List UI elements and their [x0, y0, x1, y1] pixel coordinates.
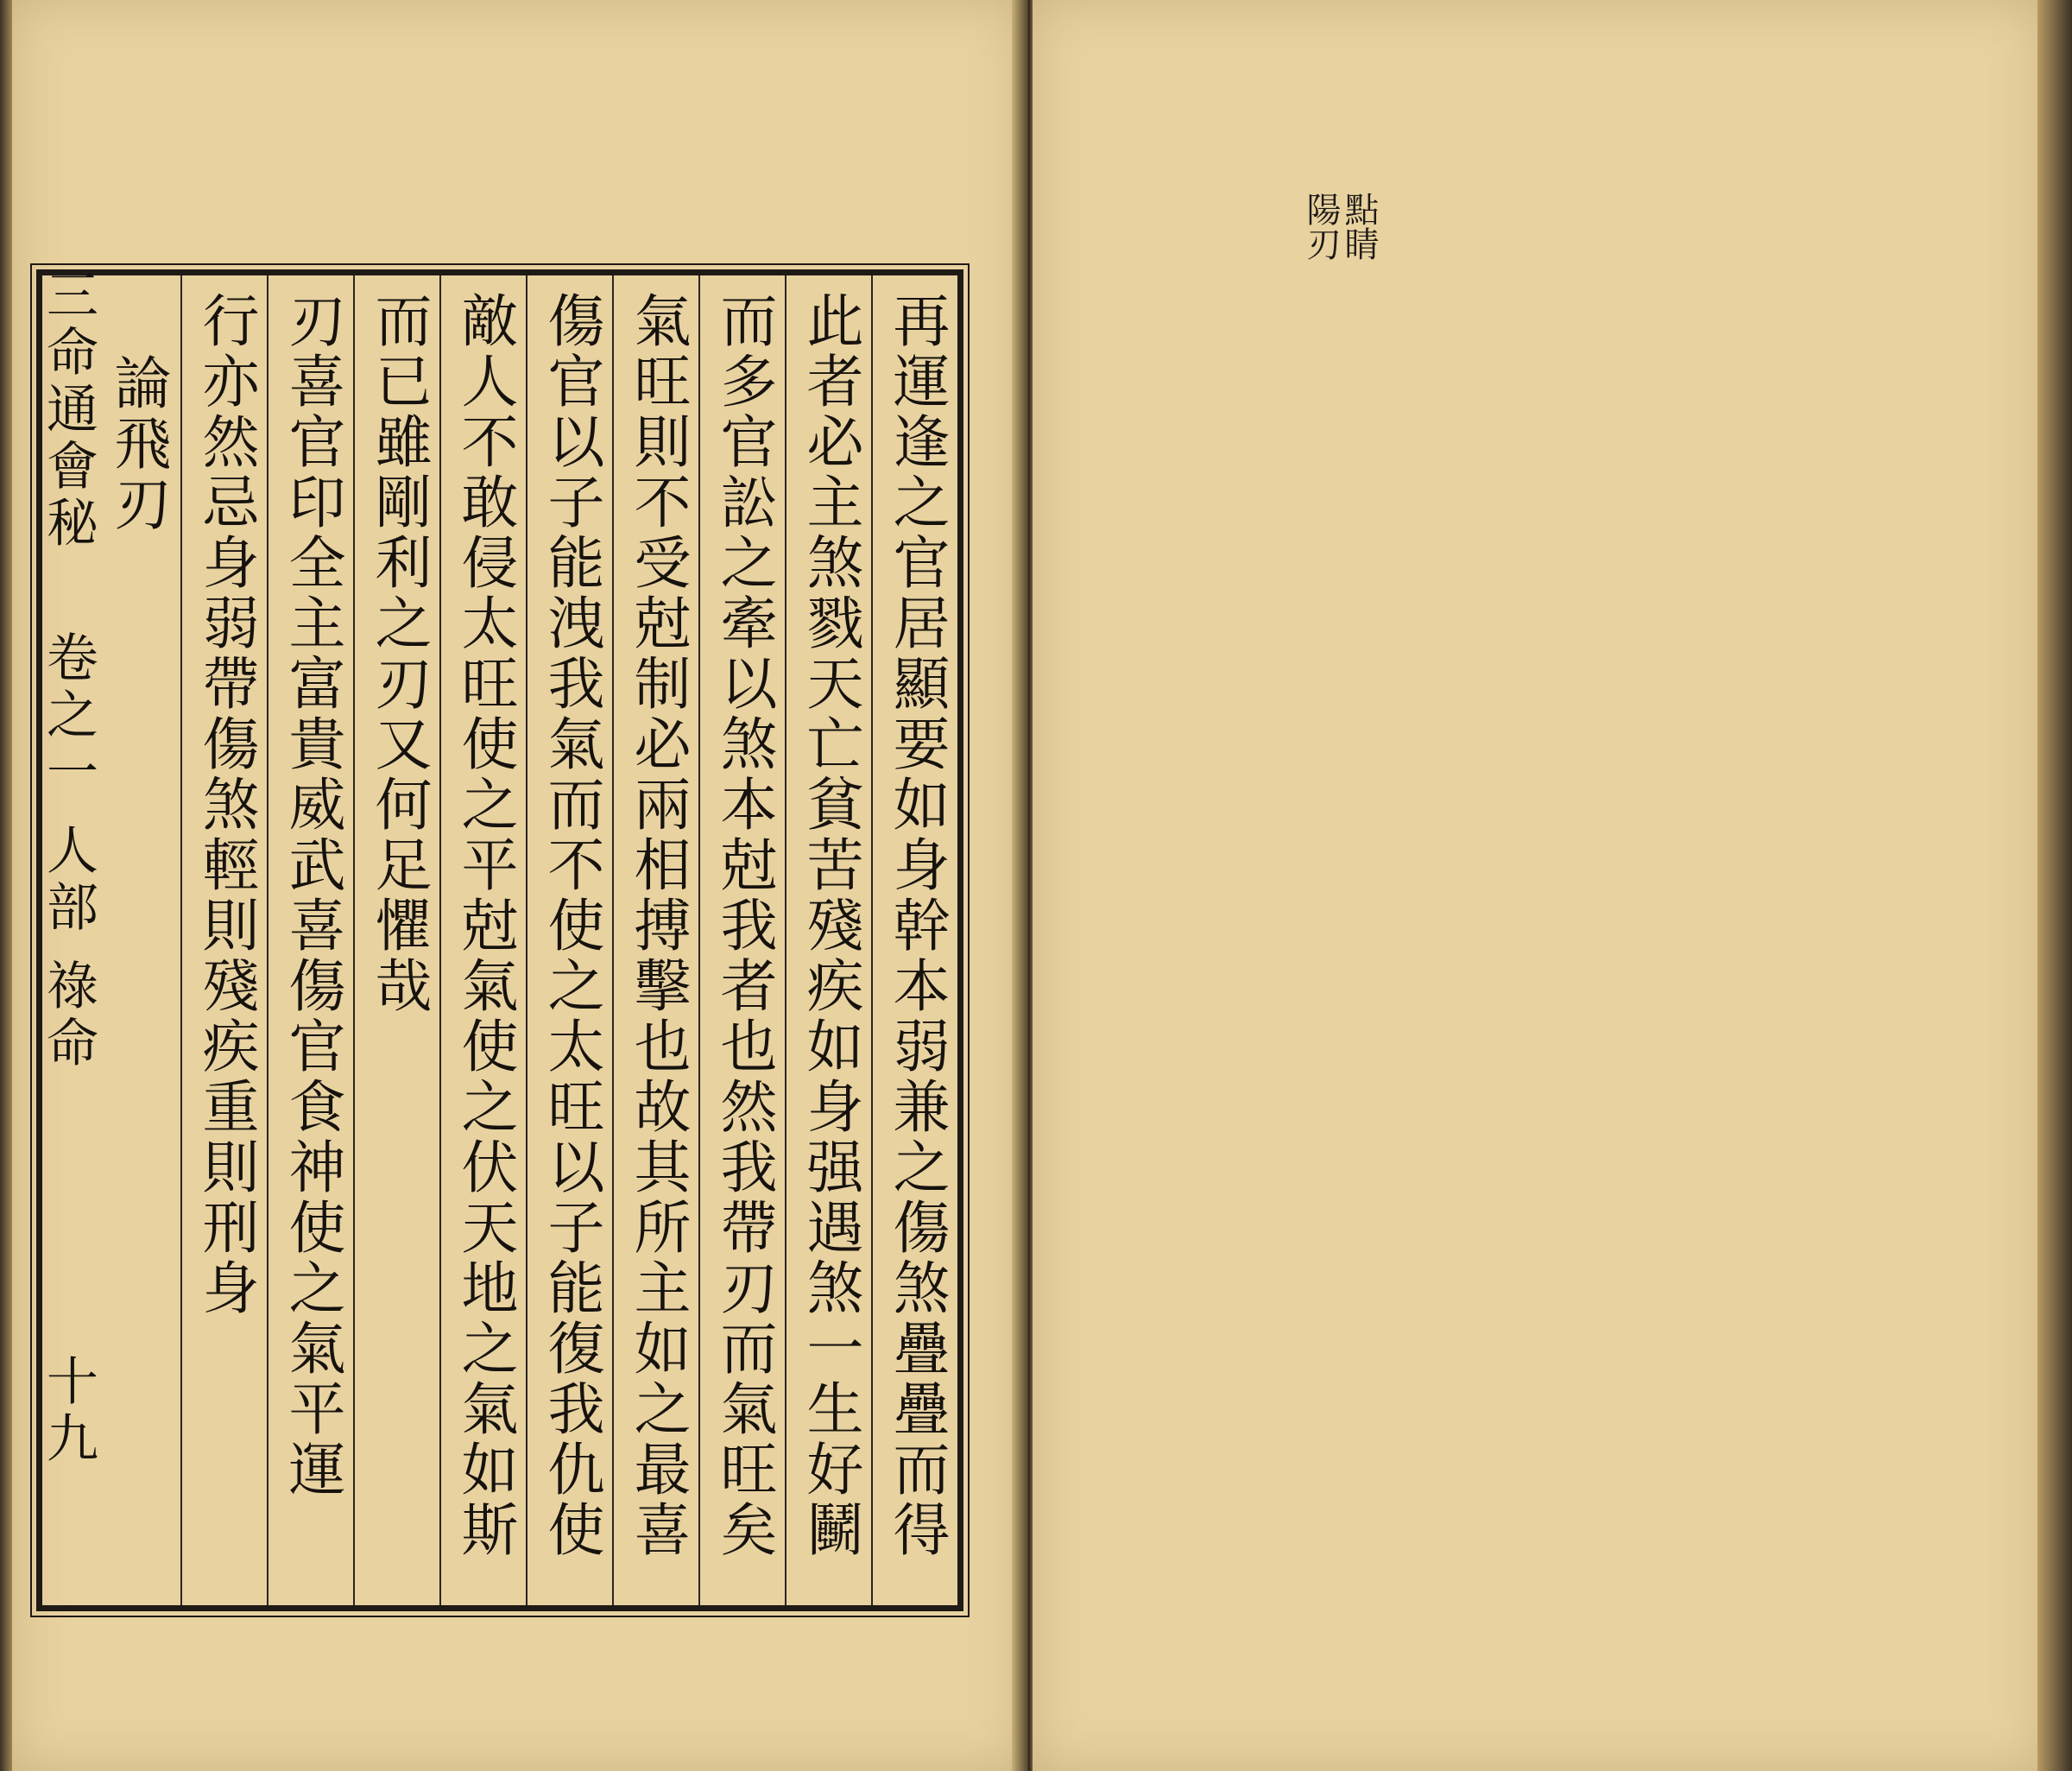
text-column — [698, 275, 785, 1605]
text-column — [612, 275, 698, 1605]
column-text: 行亦然忌身弱帶傷煞輕則殘疾重則刑身 — [193, 291, 259, 1319]
text-column — [871, 275, 957, 1605]
book-edge-right — [2037, 0, 2072, 1771]
text-column — [526, 275, 612, 1605]
left-margin-strip — [31, 268, 98, 1468]
text-column — [439, 275, 526, 1605]
left-page — [12, 0, 1022, 1771]
column-text: 刃喜官印全主富貴威武喜傷官食神使之氣平運 — [279, 291, 345, 1500]
column-text: 而多官訟之牽以煞本尅我者也然我帶刃而氣旺矣 — [711, 291, 777, 1560]
column-text: 此者必主煞戮天亡貧苦殘疾如身强遇煞一生好鬭 — [797, 291, 863, 1560]
column-text: 氣旺則不受尅制必兩相搏擊也故其所主如之最喜 — [624, 291, 691, 1560]
margin-volume-label: 卷之一 人部 祿命 — [38, 630, 98, 1073]
section-heading: 論飛刃 — [104, 353, 171, 534]
text-column — [785, 275, 871, 1605]
margin-book-title: 三命通會秘 — [38, 268, 98, 553]
left-columns — [42, 275, 957, 1605]
annotation-line: 點睛 — [1339, 192, 1379, 261]
column-text: 而已雖剛利之刃又何足懼哉 — [365, 291, 432, 1016]
annotation-line: 陽刃 — [1301, 192, 1341, 261]
text-column — [267, 275, 353, 1605]
text-column — [353, 275, 439, 1605]
left-text-frame — [36, 269, 963, 1611]
column-text: 敵人不敢侵太旺使之平尅氣使之伏天地之氣如斯 — [452, 291, 518, 1560]
marginal-annotation — [1302, 192, 1378, 261]
text-column — [94, 275, 180, 1605]
text-column — [180, 275, 267, 1605]
page-number: 十九 — [38, 1354, 98, 1468]
column-text: 再運逢之官居顯要如身幹本弱兼之傷煞疊疊而得 — [883, 291, 950, 1560]
right-page — [1033, 0, 2043, 1771]
column-text: 傷官以子能洩我氣而不使之太旺以子能復我仇使 — [538, 291, 604, 1560]
